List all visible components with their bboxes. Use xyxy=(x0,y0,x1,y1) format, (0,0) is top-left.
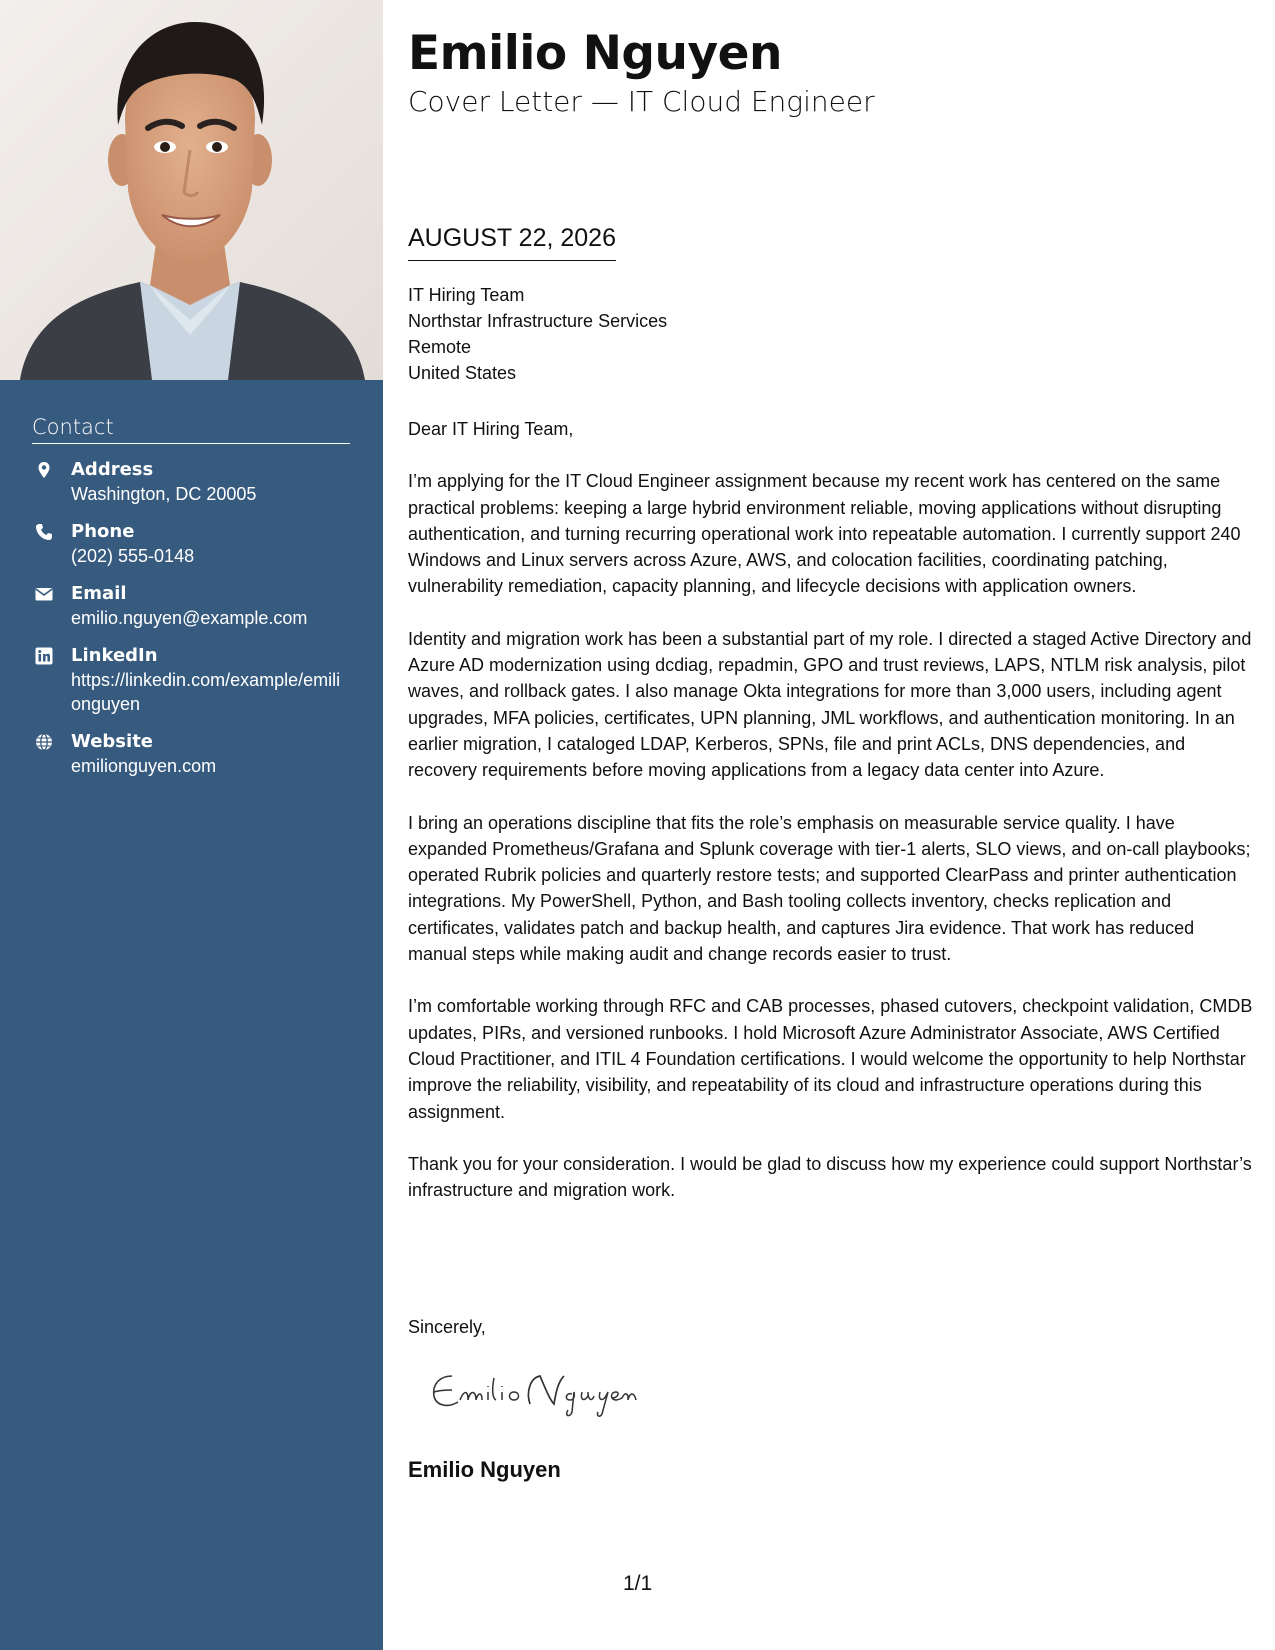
body-paragraph: I bring an operations discipline that fits the role’s emphasis on measurable service quality. I have expanded Prometheus/Grafana and Splunk coverage with tier-1 alerts, SLO views, and on-call playbooks; operated Rubrik policies and quarterly restore tests; and supported ClearPass and printer authentication integrations. My PowerShell, Python, and Bash tooling collects inventory, checks replication and certificates, validates patch and backup health, and captures Jira evidence. That work has reduced manual steps while making audit and change records easier to trust. xyxy=(408,812,1251,965)
contact-email xyxy=(32,582,350,630)
recipient-line: IT Hiring Team xyxy=(408,285,525,305)
body-paragraph: I’m comfortable working through RFC and CAB processes, phased cutovers, checkpoint validation, CMDB updates, PIRs, and versioned runbooks. I hold Microsoft Azure Administrator Associate, AWS Certified Cloud Practitioner, and ITIL 4 Foundation certifications. I would welcome the opportunity to help Northstar improve the reliability, visibility, and repeatability of its cloud and infrastructure operations during this assignment. xyxy=(408,996,1253,1122)
handwritten-signature xyxy=(422,1362,662,1422)
map-pin-icon xyxy=(35,461,53,479)
contact-heading: Contact xyxy=(32,413,350,444)
recipient-line: United States xyxy=(408,363,517,383)
letter-body xyxy=(408,416,1253,1229)
contact-address-value: Washington, DC 20005 xyxy=(71,484,257,504)
recipient-line: Northstar Infrastructure Services xyxy=(408,311,668,331)
contact-phone xyxy=(32,520,350,568)
contact-linkedin-value[interactable]: https://linkedin.com/example/emilionguyen xyxy=(71,670,341,714)
contact-email-label: Email xyxy=(71,583,127,604)
contact-website xyxy=(32,730,350,778)
body-paragraph: I’m applying for the IT Cloud Engineer assignment because my recent work has centered on the same practical problems: keeping a large hybrid environment reliable, moving applications without disrupting authentication, and turning recurring operational work into repeatable automation. I currently support 240 Windows and Linux servers across Azure, AWS, and colocation facilities, coordinating patching, vulnerability remediation, capacity planning, and lifecycle decisions with application owners. xyxy=(408,471,1241,597)
letter-date: AUGUST 22, 2026 xyxy=(408,222,616,261)
body-paragraph: Identity and migration work has been a substantial part of my role. I directed a staged Active Directory and Azure AD modernization using dcdiag, repadmin, GPO and trust reviews, LAPS, NTLM risk analysis, pilot waves, and rollback gates. I also manage Okta integrations for more than 3,000 users, including agent upgrades, MFA policies, certificates, UPN planning, JML workflows, and authentication monitoring. In an earlier migration, I cataloged LDAP, Kerberos, SPNs, file and print ACLs, DNS dependencies, and recovery requirements before moving applications from a legacy data center into Azure. xyxy=(408,628,1252,781)
salutation: Dear IT Hiring Team, xyxy=(408,419,574,439)
contact-linkedin-label: LinkedIn xyxy=(71,645,158,666)
contact-email-value[interactable]: emilio.nguyen@example.com xyxy=(71,608,308,628)
contact-section xyxy=(32,413,350,778)
recipient-line: Remote xyxy=(408,337,472,357)
applicant-name: Emilio Nguyen xyxy=(408,26,782,81)
signer-name: Emilio Nguyen xyxy=(408,1457,561,1482)
globe-icon xyxy=(35,733,53,751)
document-subtitle: Cover Letter — IT Cloud Engineer xyxy=(408,85,875,118)
linkedin-icon xyxy=(35,647,53,665)
contact-address-label: Address xyxy=(71,459,154,480)
recipient-block xyxy=(408,282,667,386)
envelope-icon xyxy=(35,585,53,603)
body-paragraph: Thank you for your consideration. I would be glad to discuss how my experience could support Northstar’s infrastructure and migration work. xyxy=(408,1153,1252,1201)
contact-website-value[interactable]: emilionguyen.com xyxy=(71,756,217,776)
closing: Sincerely, xyxy=(408,1317,486,1337)
contact-phone-value: (202) 555-0148 xyxy=(71,546,195,566)
page-number: 1/1 xyxy=(623,1572,653,1595)
profile-photo xyxy=(0,0,383,380)
contact-phone-label: Phone xyxy=(71,521,135,542)
contact-website-label: Website xyxy=(71,731,154,752)
contact-linkedin xyxy=(32,644,350,716)
contact-address xyxy=(32,458,350,506)
sidebar xyxy=(0,0,383,1650)
phone-icon xyxy=(35,523,53,541)
